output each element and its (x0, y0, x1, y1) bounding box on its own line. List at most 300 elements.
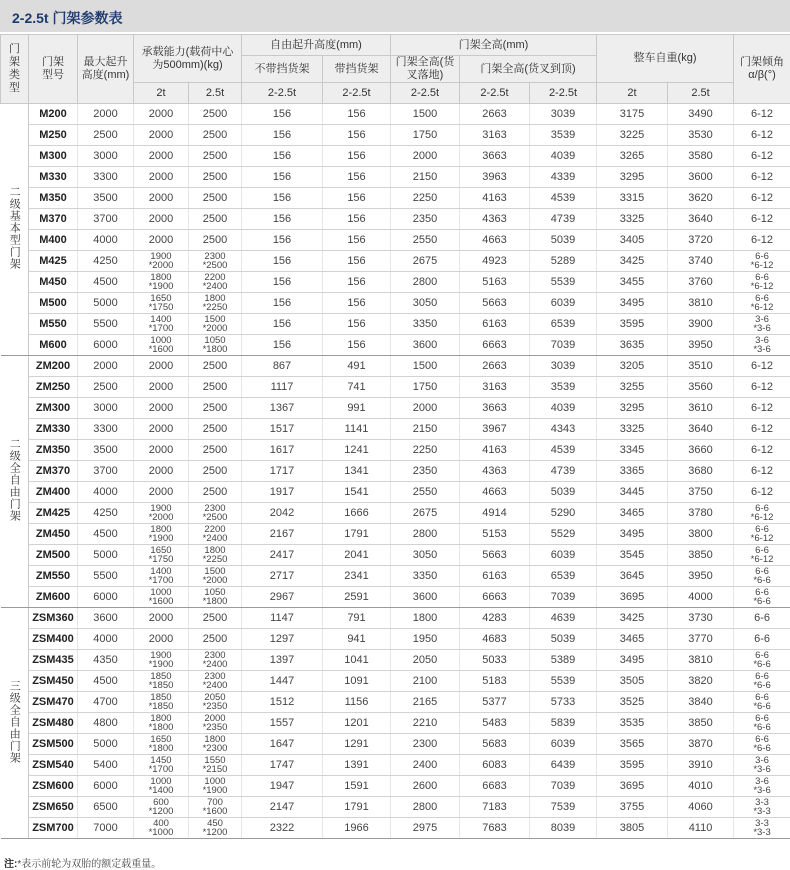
cell-tilt: 6-12 (734, 419, 790, 440)
cell-capacity-25t-line: 1050 (204, 334, 226, 346)
cell-capacity-2t: 2000 (134, 230, 189, 251)
header-mast-type: 门架类型 (1, 35, 29, 104)
cell-model: ZM400 (29, 482, 78, 503)
cell-tilt-line: *6-6 (753, 595, 771, 607)
cell-tilt-stack (753, 798, 770, 816)
cell-free-lift-with-backrest: 991 (323, 398, 391, 419)
cell-max-lift: 7000 (78, 818, 134, 839)
cell-weight-2t: 3445 (597, 482, 668, 503)
header-weight-2t: 2t (597, 83, 668, 104)
cell-tilt-stack (753, 714, 770, 732)
cell-capacity-25t-stack (203, 273, 228, 291)
cell-free-lift-no-backrest: 156 (242, 293, 323, 314)
cell-height-raised-no-backrest: 5183 (460, 671, 530, 692)
cell-capacity-25t (189, 587, 242, 608)
cell-tilt-line: 6-6 (755, 586, 769, 598)
header-weight-25t: 2.5t (668, 83, 734, 104)
cell-free-lift-no-backrest: 156 (242, 335, 323, 356)
header-overall-height: 门架全高(mm) (391, 35, 597, 56)
cell-weight-25t: 3810 (668, 293, 734, 314)
cell-free-lift-no-backrest: 1517 (242, 419, 323, 440)
cell-capacity-25t: 2500 (189, 104, 242, 125)
cell-capacity-25t (189, 755, 242, 776)
cell-height-lowered: 2210 (391, 713, 460, 734)
cell-free-lift-with-backrest: 156 (323, 314, 391, 335)
cell-tilt-line: *3-6 (753, 322, 771, 334)
cell-tilt-line: *6-12 (750, 511, 774, 523)
cell-capacity-2t-stack (149, 588, 174, 606)
header-free-lift: 自由起升高度(mm) (242, 35, 391, 56)
cell-height-lowered: 2800 (391, 797, 460, 818)
cell-weight-25t: 3820 (668, 671, 734, 692)
cell-max-lift: 4250 (78, 251, 134, 272)
cell-tilt (734, 314, 790, 335)
cell-max-lift: 4000 (78, 629, 134, 650)
cell-capacity-25t-line: 1000 (204, 775, 226, 787)
cell-weight-2t: 3565 (597, 734, 668, 755)
cell-height-raised-no-backrest: 3963 (460, 167, 530, 188)
cell-height-raised-no-backrest: 3663 (460, 146, 530, 167)
cell-model: ZM425 (29, 503, 78, 524)
cell-capacity-25t-stack (203, 651, 228, 669)
cell-capacity-2t-stack (149, 819, 174, 837)
cell-capacity-2t (134, 818, 189, 839)
cell-weight-25t: 4000 (668, 587, 734, 608)
header-raised-no-backrest-range: 2-2.5t (460, 83, 530, 104)
cell-weight-25t: 3510 (668, 356, 734, 377)
cell-tilt-line: 3-6 (755, 754, 769, 766)
cell-height-lowered: 2000 (391, 146, 460, 167)
cell-weight-25t: 3740 (668, 251, 734, 272)
cell-height-lowered: 2675 (391, 251, 460, 272)
cell-max-lift: 4500 (78, 272, 134, 293)
cell-height-raised-with-backrest: 5389 (530, 650, 597, 671)
cell-height-raised-with-backrest: 3539 (530, 377, 597, 398)
cell-free-lift-with-backrest: 1291 (323, 734, 391, 755)
cell-free-lift-with-backrest: 1541 (323, 482, 391, 503)
cell-capacity-2t-stack (149, 651, 174, 669)
cell-free-lift-no-backrest: 1947 (242, 776, 323, 797)
cell-max-lift: 5500 (78, 566, 134, 587)
cell-height-raised-no-backrest: 6083 (460, 755, 530, 776)
table-row (1, 545, 790, 566)
cell-capacity-25t-line: *1800 (202, 343, 228, 355)
cell-capacity-25t-line: *2350 (202, 721, 228, 733)
cell-weight-25t: 3660 (668, 440, 734, 461)
cell-tilt-line: *6-12 (750, 553, 774, 565)
cell-tilt-line: 6-6 (755, 565, 769, 577)
cell-max-lift: 5000 (78, 734, 134, 755)
cell-capacity-25t (189, 251, 242, 272)
cell-capacity-25t-line: *2500 (202, 259, 228, 271)
cell-height-raised-no-backrest: 2663 (460, 356, 530, 377)
cell-tilt-line: 3-6 (755, 334, 769, 346)
cell-capacity-2t-stack (149, 756, 174, 774)
cell-capacity-25t-line: 2300 (204, 649, 226, 661)
cell-weight-25t: 3910 (668, 755, 734, 776)
cell-max-lift: 6500 (78, 797, 134, 818)
cell-max-lift: 2500 (78, 125, 134, 146)
mast-type-label: 二级基本型门架 (8, 186, 21, 270)
table-row (1, 566, 790, 587)
header-capacity-25t: 2.5t (189, 83, 242, 104)
cell-capacity-25t-line: 1800 (204, 292, 226, 304)
cell-weight-2t: 3345 (597, 440, 668, 461)
cell-capacity-25t-line: 1500 (204, 313, 226, 325)
cell-capacity-25t-line: *2400 (202, 658, 228, 670)
header-free-lift-with-backrest-range: 2-2.5t (323, 83, 391, 104)
cell-capacity-25t-line: *2300 (202, 742, 228, 754)
cell-free-lift-no-backrest: 2322 (242, 818, 323, 839)
cell-weight-2t: 3465 (597, 503, 668, 524)
cell-capacity-2t-line: *1700 (148, 574, 174, 586)
cell-free-lift-no-backrest: 156 (242, 314, 323, 335)
cell-tilt-line: *6-6 (753, 574, 771, 586)
cell-capacity-25t: 2500 (189, 482, 242, 503)
cell-tilt-line: *3-3 (753, 805, 771, 817)
cell-capacity-2t (134, 671, 189, 692)
table-row (1, 440, 790, 461)
cell-free-lift-no-backrest: 156 (242, 272, 323, 293)
cell-weight-25t: 3640 (668, 419, 734, 440)
table-body (1, 104, 790, 839)
cell-weight-25t: 4010 (668, 776, 734, 797)
cell-capacity-2t-line: 1800 (150, 271, 172, 283)
cell-weight-25t: 3760 (668, 272, 734, 293)
cell-free-lift-with-backrest: 1791 (323, 524, 391, 545)
cell-tilt-line: 3-6 (755, 313, 769, 325)
cell-free-lift-with-backrest: 2041 (323, 545, 391, 566)
cell-model: M425 (29, 251, 78, 272)
cell-capacity-2t (134, 587, 189, 608)
cell-capacity-25t (189, 818, 242, 839)
cell-weight-25t: 3850 (668, 713, 734, 734)
cell-capacity-25t (189, 524, 242, 545)
cell-model: ZM300 (29, 398, 78, 419)
cell-capacity-2t-stack (149, 546, 174, 564)
cell-capacity-25t-line: *1200 (202, 826, 228, 838)
cell-capacity-2t: 2000 (134, 419, 189, 440)
cell-weight-25t: 3870 (668, 734, 734, 755)
cell-tilt-stack (753, 336, 770, 354)
cell-max-lift: 2000 (78, 104, 134, 125)
cell-capacity-25t-stack (203, 798, 228, 816)
cell-free-lift-with-backrest: 1341 (323, 461, 391, 482)
cell-max-lift: 4000 (78, 230, 134, 251)
table-row (1, 167, 790, 188)
cell-model: ZSM480 (29, 713, 78, 734)
cell-capacity-25t (189, 776, 242, 797)
table-row (1, 692, 790, 713)
cell-height-raised-no-backrest: 5377 (460, 692, 530, 713)
table-row (1, 314, 790, 335)
cell-height-lowered: 3600 (391, 587, 460, 608)
cell-capacity-25t-line: 1800 (204, 544, 226, 556)
table-row (1, 587, 790, 608)
cell-capacity-2t-stack (149, 693, 174, 711)
cell-free-lift-no-backrest: 156 (242, 146, 323, 167)
cell-height-lowered: 1750 (391, 377, 460, 398)
cell-height-raised-with-backrest: 5839 (530, 713, 597, 734)
cell-tilt-line: *6-6 (753, 700, 771, 712)
cell-height-raised-with-backrest: 4343 (530, 419, 597, 440)
cell-max-lift: 3700 (78, 209, 134, 230)
cell-capacity-25t-line: 2200 (204, 523, 226, 535)
cell-capacity-25t (189, 503, 242, 524)
cell-tilt: 6-12 (734, 398, 790, 419)
cell-capacity-25t-line: 1500 (204, 565, 226, 577)
cell-max-lift: 6000 (78, 776, 134, 797)
cell-height-lowered: 2250 (391, 440, 460, 461)
cell-tilt (734, 650, 790, 671)
cell-capacity-25t-stack (203, 546, 228, 564)
cell-height-raised-no-backrest: 4683 (460, 629, 530, 650)
cell-tilt: 6-12 (734, 167, 790, 188)
cell-max-lift: 4000 (78, 482, 134, 503)
cell-weight-25t: 3490 (668, 104, 734, 125)
table-row (1, 335, 790, 356)
cell-tilt-line: *6-6 (753, 721, 771, 733)
cell-capacity-25t-line: *1600 (202, 805, 228, 817)
cell-height-lowered: 3050 (391, 293, 460, 314)
cell-tilt-line: 6-6 (755, 544, 769, 556)
cell-capacity-25t-line: *2150 (202, 763, 228, 775)
cell-weight-2t: 3465 (597, 629, 668, 650)
cell-free-lift-with-backrest: 156 (323, 125, 391, 146)
cell-height-raised-with-backrest: 5539 (530, 671, 597, 692)
cell-tilt: 6-12 (734, 188, 790, 209)
cell-capacity-25t-stack (203, 567, 228, 585)
table-row (1, 629, 790, 650)
cell-tilt (734, 566, 790, 587)
cell-max-lift: 2000 (78, 356, 134, 377)
cell-model: ZSM700 (29, 818, 78, 839)
cell-capacity-25t-line: 1050 (204, 586, 226, 598)
cell-height-raised-no-backrest: 6663 (460, 587, 530, 608)
cell-height-raised-with-backrest: 3539 (530, 125, 597, 146)
cell-height-raised-with-backrest: 7039 (530, 776, 597, 797)
cell-capacity-2t-line: 1650 (150, 544, 172, 556)
cell-tilt: 6-12 (734, 461, 790, 482)
cell-tilt: 6-12 (734, 146, 790, 167)
cell-capacity-25t-stack (203, 525, 228, 543)
cell-tilt-line: *6-6 (753, 679, 771, 691)
cell-tilt-stack (753, 777, 770, 795)
cell-capacity-2t: 2000 (134, 188, 189, 209)
cell-free-lift-no-backrest: 2042 (242, 503, 323, 524)
cell-free-lift-with-backrest: 1041 (323, 650, 391, 671)
table-row (1, 755, 790, 776)
cell-weight-25t: 3730 (668, 608, 734, 629)
cell-weight-2t: 3325 (597, 209, 668, 230)
cell-weight-2t: 3175 (597, 104, 668, 125)
cell-weight-25t: 3750 (668, 482, 734, 503)
cell-model: M370 (29, 209, 78, 230)
cell-tilt: 6-6 (734, 629, 790, 650)
cell-height-lowered: 1500 (391, 356, 460, 377)
table-row (1, 482, 790, 503)
table-row (1, 230, 790, 251)
cell-free-lift-with-backrest: 491 (323, 356, 391, 377)
cell-tilt-line: 6-6 (755, 712, 769, 724)
cell-capacity-25t (189, 650, 242, 671)
cell-height-lowered: 2800 (391, 524, 460, 545)
cell-weight-2t: 3755 (597, 797, 668, 818)
cell-height-raised-no-backrest: 4283 (460, 608, 530, 629)
table-row (1, 503, 790, 524)
cell-free-lift-no-backrest: 156 (242, 104, 323, 125)
cell-weight-25t: 3900 (668, 314, 734, 335)
cell-capacity-25t-line: *2250 (202, 553, 228, 565)
table-row (1, 377, 790, 398)
cell-weight-2t: 3425 (597, 251, 668, 272)
cell-model: ZSM650 (29, 797, 78, 818)
cell-free-lift-with-backrest: 1156 (323, 692, 391, 713)
cell-free-lift-no-backrest: 2167 (242, 524, 323, 545)
cell-tilt-line: 3-6 (755, 775, 769, 787)
cell-weight-2t: 3265 (597, 146, 668, 167)
table-row (1, 398, 790, 419)
cell-weight-2t: 3695 (597, 776, 668, 797)
cell-tilt-line: 6-6 (755, 271, 769, 283)
cell-capacity-2t-line: *1800 (148, 721, 174, 733)
cell-height-lowered: 2975 (391, 818, 460, 839)
cell-height-lowered: 2550 (391, 482, 460, 503)
cell-height-lowered: 1800 (391, 608, 460, 629)
cell-tilt-line: 6-6 (755, 250, 769, 262)
cell-max-lift: 3500 (78, 440, 134, 461)
cell-capacity-2t (134, 566, 189, 587)
cell-height-raised-with-backrest: 7039 (530, 335, 597, 356)
cell-height-lowered: 2550 (391, 230, 460, 251)
cell-capacity-2t-line: 1900 (150, 502, 172, 514)
cell-capacity-2t-line: *1850 (148, 700, 174, 712)
cell-tilt: 6-12 (734, 230, 790, 251)
table-row (1, 461, 790, 482)
cell-capacity-2t: 2000 (134, 398, 189, 419)
cell-capacity-25t: 2500 (189, 125, 242, 146)
table-row (1, 734, 790, 755)
cell-height-raised-no-backrest: 2663 (460, 104, 530, 125)
cell-capacity-25t-line: 2050 (204, 691, 226, 703)
cell-weight-25t: 3560 (668, 377, 734, 398)
cell-capacity-2t-line: 1800 (150, 523, 172, 535)
cell-tilt-stack (753, 651, 770, 669)
cell-weight-2t: 3205 (597, 356, 668, 377)
cell-capacity-25t: 2500 (189, 440, 242, 461)
cell-height-raised-with-backrest: 7539 (530, 797, 597, 818)
cell-model: M450 (29, 272, 78, 293)
cell-capacity-2t (134, 503, 189, 524)
table-row (1, 419, 790, 440)
cell-capacity-25t-line: 2200 (204, 271, 226, 283)
cell-free-lift-no-backrest: 1367 (242, 398, 323, 419)
cell-tilt: 6-6 (734, 608, 790, 629)
cell-free-lift-no-backrest: 156 (242, 230, 323, 251)
cell-capacity-2t (134, 545, 189, 566)
cell-weight-2t: 3405 (597, 230, 668, 251)
table-row (1, 776, 790, 797)
cell-height-lowered: 2350 (391, 209, 460, 230)
cell-free-lift-with-backrest: 156 (323, 188, 391, 209)
header-tilt: 门架倾角α/β(°) (734, 35, 790, 104)
cell-height-raised-with-backrest: 5289 (530, 251, 597, 272)
cell-weight-25t: 3600 (668, 167, 734, 188)
cell-tilt-line: *3-6 (753, 763, 771, 775)
cell-free-lift-with-backrest: 1791 (323, 797, 391, 818)
cell-height-lowered: 2600 (391, 776, 460, 797)
footnote (4, 855, 161, 870)
cell-height-lowered: 3600 (391, 335, 460, 356)
header-service-weight: 整车自重(kg) (597, 35, 734, 83)
cell-capacity-25t: 2500 (189, 167, 242, 188)
mast-type-group (1, 104, 29, 356)
footnote-label: 注: (4, 859, 18, 870)
cell-capacity-25t: 2500 (189, 629, 242, 650)
cell-height-lowered: 2165 (391, 692, 460, 713)
cell-capacity-2t-stack (149, 336, 174, 354)
cell-capacity-25t (189, 566, 242, 587)
cell-tilt (734, 755, 790, 776)
table-row (1, 209, 790, 230)
cell-capacity-2t-line: 1400 (150, 313, 172, 325)
cell-tilt-line: 3-3 (755, 817, 769, 829)
header-free-lift-with-backrest: 带挡货架 (323, 56, 391, 83)
cell-capacity-2t: 2000 (134, 104, 189, 125)
cell-weight-2t: 3495 (597, 650, 668, 671)
cell-tilt-stack (753, 672, 770, 690)
cell-height-raised-with-backrest: 6039 (530, 293, 597, 314)
cell-weight-25t: 4110 (668, 818, 734, 839)
cell-height-raised-with-backrest: 8039 (530, 818, 597, 839)
cell-free-lift-with-backrest: 1966 (323, 818, 391, 839)
cell-capacity-2t-line: 1450 (150, 754, 172, 766)
cell-capacity-25t: 2500 (189, 356, 242, 377)
table-row (1, 671, 790, 692)
cell-free-lift-with-backrest: 1141 (323, 419, 391, 440)
cell-model: ZSM450 (29, 671, 78, 692)
cell-free-lift-with-backrest: 941 (323, 629, 391, 650)
cell-height-raised-no-backrest: 6163 (460, 566, 530, 587)
cell-free-lift-with-backrest: 156 (323, 251, 391, 272)
cell-capacity-2t (134, 335, 189, 356)
cell-weight-25t: 3780 (668, 503, 734, 524)
cell-model: ZSM600 (29, 776, 78, 797)
cell-height-raised-with-backrest: 4039 (530, 146, 597, 167)
cell-capacity-25t-line: 2300 (204, 670, 226, 682)
table-row (1, 797, 790, 818)
cell-weight-2t: 3455 (597, 272, 668, 293)
cell-tilt-line: 3-3 (755, 796, 769, 808)
cell-free-lift-no-backrest: 1147 (242, 608, 323, 629)
cell-capacity-2t-stack (149, 567, 174, 585)
cell-height-lowered: 3350 (391, 314, 460, 335)
cell-height-raised-no-backrest: 4163 (460, 188, 530, 209)
cell-free-lift-with-backrest: 156 (323, 272, 391, 293)
cell-weight-2t: 3295 (597, 398, 668, 419)
cell-max-lift: 5000 (78, 545, 134, 566)
cell-capacity-25t-line: 1550 (204, 754, 226, 766)
cell-capacity-2t-line: 1650 (150, 733, 172, 745)
cell-tilt (734, 524, 790, 545)
cell-height-raised-with-backrest: 6039 (530, 545, 597, 566)
cell-capacity-2t-line: *1000 (148, 826, 174, 838)
cell-capacity-25t-stack (203, 819, 228, 837)
cell-height-raised-no-backrest: 6163 (460, 314, 530, 335)
cell-capacity-25t: 2500 (189, 377, 242, 398)
cell-tilt-line: 6-6 (755, 649, 769, 661)
cell-capacity-25t (189, 671, 242, 692)
